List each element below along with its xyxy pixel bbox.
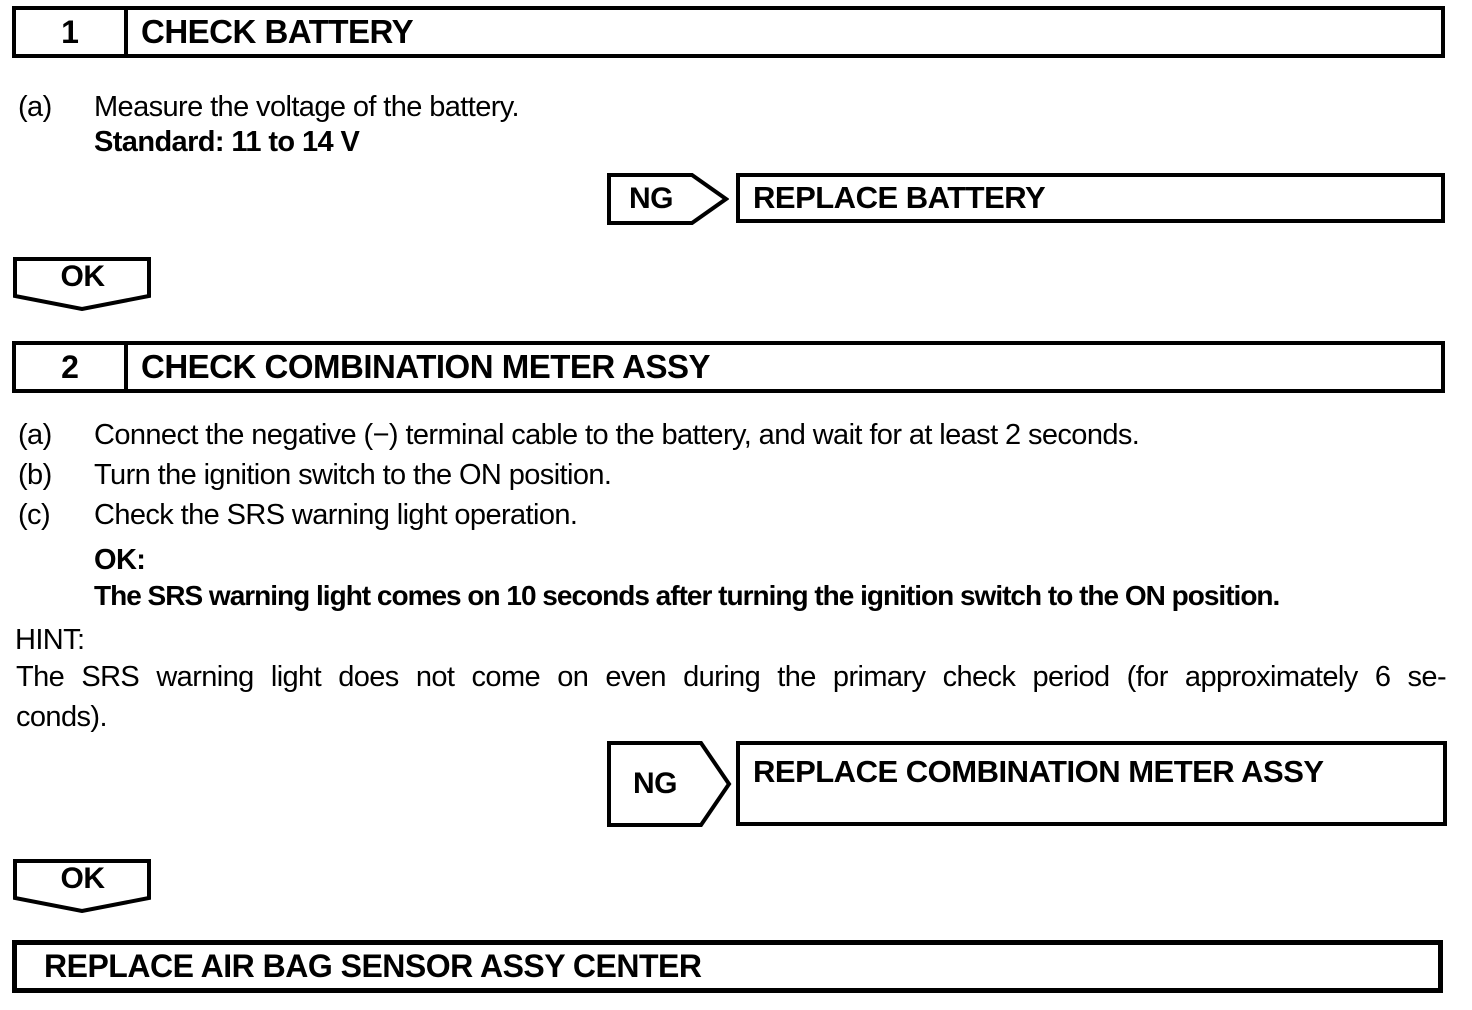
ng-result-box-replace-battery: REPLACE BATTERY xyxy=(736,173,1445,223)
instruction-text: Turn the ignition switch to the ON position. xyxy=(94,459,612,491)
ok-criteria-heading: OK: xyxy=(94,544,146,576)
step-1-instruction-a xyxy=(18,87,519,127)
step-2-instruction-b xyxy=(18,455,611,495)
standard-value-line: Standard: 11 to 14 V xyxy=(94,126,360,158)
hint-label: HINT: xyxy=(15,624,85,656)
ok-criteria-text: The SRS warning light comes on 10 seconds after turning the ignition switch to the ON position. xyxy=(94,580,1280,611)
ng-result-box-replace-combination-meter: REPLACE COMBINATION METER ASSY xyxy=(736,741,1447,826)
ok-label: OK xyxy=(60,862,105,895)
instruction-label: (c) xyxy=(18,499,51,531)
step-2-number: 2 xyxy=(16,345,128,389)
instruction-label: (b) xyxy=(18,459,52,491)
ok-label: OK xyxy=(60,260,105,293)
step-2-header-box xyxy=(12,341,1445,393)
step-1-number: 1 xyxy=(16,10,128,54)
step-1-header-box xyxy=(12,6,1445,58)
step-2-title: CHECK COMBINATION METER ASSY xyxy=(141,348,711,385)
hint-paragraph xyxy=(16,657,1446,737)
instruction-text: Connect the negative (−) terminal cable to the battery, and wait for at least 2 seconds. xyxy=(94,419,1140,451)
hint-line-1: The SRS warning light does not come on even during the primary check period (for approximately 6 se- xyxy=(16,661,1446,693)
instruction-label: (a) xyxy=(18,419,52,451)
hint-line-2: conds). xyxy=(16,701,107,733)
instruction-text: Check the SRS warning light operation. xyxy=(94,499,578,531)
instruction-label: (a) xyxy=(18,91,52,123)
step-2-instruction-a xyxy=(18,415,1139,455)
ng-label: NG xyxy=(629,182,673,215)
ng-label: NG xyxy=(633,767,677,800)
instruction-text: Measure the voltage of the battery. xyxy=(94,91,520,123)
step-1-title: CHECK BATTERY xyxy=(141,13,414,50)
step-2-instruction-c xyxy=(18,495,577,535)
final-action-box: REPLACE AIR BAG SENSOR ASSY CENTER xyxy=(12,940,1443,993)
